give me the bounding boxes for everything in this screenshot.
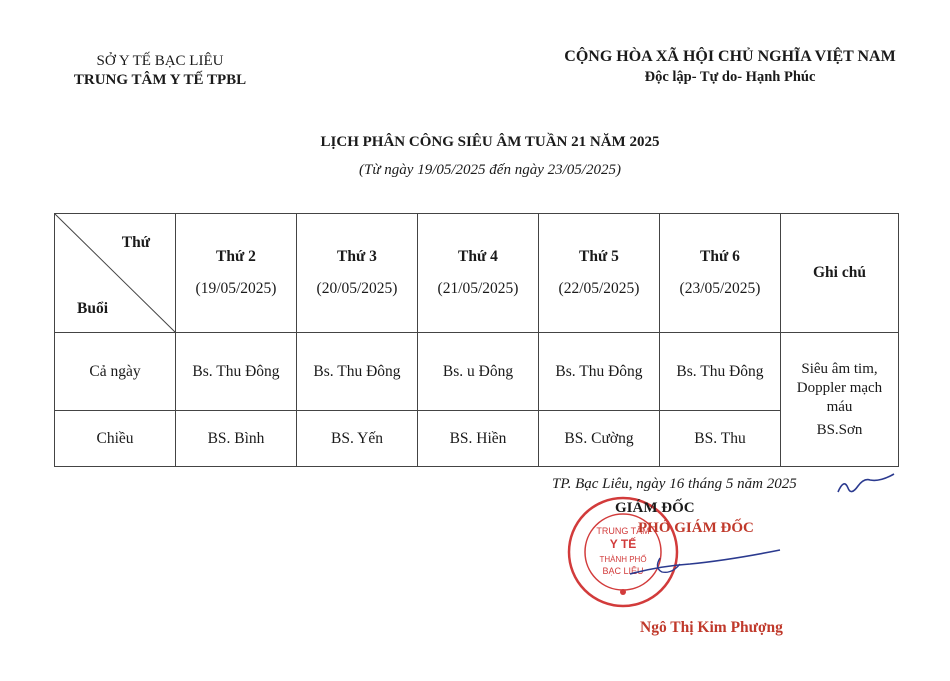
day-name: Thứ 2 (216, 248, 256, 265)
note-line: Siêu âm tim, (801, 360, 878, 377)
table-cell: BS. Thu (660, 411, 781, 467)
note-line: Doppler mạch (796, 379, 883, 396)
table-cell: BS. Bình (176, 411, 297, 467)
stamp-line: TRUNG TÂM (596, 526, 650, 536)
notes-header-label: Ghi chú (813, 264, 866, 281)
signer-title: GIÁM ĐỐC (615, 500, 695, 516)
corner-label-day: Thứ (121, 234, 150, 251)
day-name: Thứ 4 (458, 248, 498, 265)
day-date: (21/05/2025) (437, 280, 519, 297)
nation-name: CỘNG HÒA XÃ HỘI CHỦ NGHĨA VIỆT NAM (564, 48, 896, 65)
day-header (297, 214, 418, 333)
table-cell: Bs. Thu Đông (176, 333, 297, 411)
schedule-table (54, 213, 899, 467)
day-name: Thứ 6 (700, 248, 740, 265)
table-cell: Bs. u Đông (418, 333, 539, 411)
national-header (540, 46, 920, 88)
table-cell: Bs. Thu Đông (660, 333, 781, 411)
handwritten-signature (600, 462, 900, 622)
row-label: Chiều (55, 411, 176, 467)
notes-cell (781, 333, 899, 467)
note-line: máu (826, 398, 853, 415)
place-date: TP. Bạc Liêu, ngày 16 tháng 5 năm 2025 (552, 476, 797, 492)
notes-header (781, 214, 899, 333)
corner-cell (55, 214, 176, 333)
table-cell: BS. Cường (539, 411, 660, 467)
day-header (418, 214, 539, 333)
document-subtitle: (Từ ngày 19/05/2025 đến ngày 23/05/2025) (359, 162, 621, 178)
stamp-line: BẠC LIÊU (602, 566, 644, 576)
day-header (539, 214, 660, 333)
day-date: (23/05/2025) (679, 280, 761, 297)
day-date: (20/05/2025) (316, 280, 398, 297)
org-line-1: SỞ Y TẾ BẠC LIÊU (96, 53, 224, 69)
signer-name: Ngô Thị Kim Phượng (640, 619, 783, 636)
org-line-2: TRUNG TÂM Y TẾ TPBL (73, 72, 247, 88)
corner-label-session: Buổi (77, 300, 109, 317)
document-title: LỊCH PHÂN CÔNG SIÊU ÂM TUẦN 21 NĂM 2025 (320, 134, 660, 150)
day-name: Thứ 5 (579, 248, 619, 265)
table-cell: BS. Yến (297, 411, 418, 467)
table-cell: Bs. Thu Đông (539, 333, 660, 411)
national-motto: Độc lập- Tự do- Hạnh Phúc (644, 69, 816, 85)
day-name: Thứ 3 (337, 248, 377, 265)
day-header (176, 214, 297, 333)
diagonal-divider (55, 214, 176, 333)
day-date: (19/05/2025) (195, 280, 277, 297)
table-header-row (55, 214, 899, 333)
signer-subtitle: PHÓ GIÁM ĐỐC (638, 520, 754, 536)
table-row (55, 411, 899, 467)
table-cell: BS. Hiền (418, 411, 539, 467)
stamp-line: Y TẾ (609, 537, 637, 551)
stamp-line: THÀNH PHỐ (599, 555, 647, 564)
day-header (660, 214, 781, 333)
row-label: Cả ngày (55, 333, 176, 411)
note-line: BS.Sơn (816, 421, 863, 438)
table-row (55, 333, 899, 411)
organization-header (55, 52, 265, 90)
day-date: (22/05/2025) (558, 280, 640, 297)
table-cell: Bs. Thu Đông (297, 333, 418, 411)
